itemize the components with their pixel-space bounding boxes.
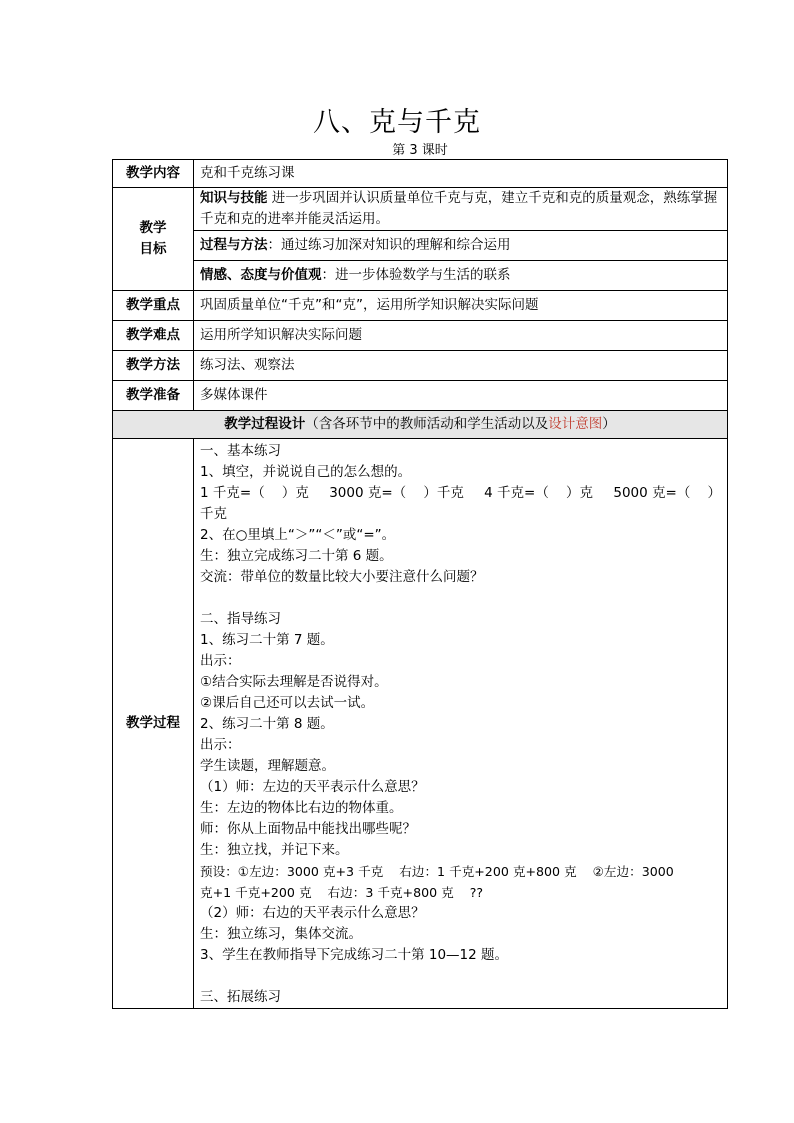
process-line: 2、在○里填上“＞”“＜”或“=”。 bbox=[200, 527, 396, 543]
goal-process-label: 过程与方法 bbox=[200, 237, 268, 253]
design-header-normal: （含各环节中的教师活动和学生活动以及 bbox=[305, 416, 549, 432]
question-2: 3000 克=（ ）千克 bbox=[329, 485, 464, 501]
goal-knowledge-label: 知识与技能 bbox=[200, 190, 268, 206]
goal-knowledge bbox=[194, 188, 728, 231]
fill-in-questions bbox=[200, 483, 721, 504]
process-line: 3、学生在教师指导下完成练习二十第 10—12 题。 bbox=[200, 947, 509, 963]
label-method: 教学方法 bbox=[113, 351, 194, 381]
process-line: 克+1 千克+200 克 右边：3 千克+800 克 ?? bbox=[200, 885, 484, 900]
label-key: 教学重点 bbox=[113, 291, 194, 321]
process-line: 生：左边的物体比右边的物体重。 bbox=[200, 800, 403, 816]
goal-emotion-text: ：进一步体验数学与生活的联系 bbox=[321, 267, 511, 283]
design-header-end: ） bbox=[602, 416, 616, 432]
label-goals-line1: 教学 bbox=[139, 220, 167, 236]
process-line: ①结合实际去理解是否说得对。 bbox=[200, 674, 388, 690]
process-line: 出示： bbox=[200, 737, 241, 753]
process-line: 生：独立练习，集体交流。 bbox=[200, 926, 362, 942]
process-line: 学生读题，理解题意。 bbox=[200, 758, 335, 774]
process-line: 1、练习二十第 7 题。 bbox=[200, 632, 334, 648]
blank-line bbox=[200, 588, 721, 609]
document-title: 八、克与千克 bbox=[313, 107, 481, 138]
label-process: 教学过程 bbox=[113, 439, 194, 1009]
question-4: 5000 克=（ ） bbox=[613, 485, 721, 501]
process-line: 师：你从上面物品中能找出哪些呢？ bbox=[200, 821, 416, 837]
process-line: 1、填空，并说说自己的怎么想的。 bbox=[200, 464, 412, 480]
label-prep: 教学准备 bbox=[113, 381, 194, 411]
label-goals-line2: 目标 bbox=[139, 241, 167, 257]
lesson-plan-table bbox=[112, 159, 728, 1009]
design-header-red: 设计意图 bbox=[548, 416, 603, 432]
question-1: 1 千克=（ ）克 bbox=[200, 485, 309, 501]
process-content bbox=[194, 439, 728, 1009]
row-prep bbox=[113, 381, 728, 411]
row-process bbox=[113, 439, 728, 1009]
process-line: 二、指导练习 bbox=[200, 611, 281, 627]
row-method bbox=[113, 351, 728, 381]
row-goal-process bbox=[113, 231, 728, 261]
value-difficulty: 运用所学知识解决实际问题 bbox=[194, 321, 728, 351]
process-line: 交流：带单位的数量比较大小要注意什么问题？ bbox=[200, 569, 484, 585]
row-design-header bbox=[113, 411, 728, 439]
row-difficulty bbox=[113, 321, 728, 351]
process-line: （2）师：右边的天平表示什么意思？ bbox=[200, 905, 425, 921]
label-difficulty: 教学难点 bbox=[113, 321, 194, 351]
goal-emotion-label: 情感、态度与价值观 bbox=[200, 267, 322, 283]
label-goals bbox=[113, 188, 194, 291]
process-line: 2、练习二十第 8 题。 bbox=[200, 716, 334, 732]
label-content: 教学内容 bbox=[113, 160, 194, 188]
design-header bbox=[113, 411, 728, 439]
goal-process bbox=[194, 231, 728, 261]
row-key bbox=[113, 291, 728, 321]
process-line: 生：独立找，并记下来。 bbox=[200, 842, 349, 858]
value-key: 巩固质量单位“千克”和“克”，运用所学知识解决实际问题 bbox=[194, 291, 728, 321]
value-method: 练习法、观察法 bbox=[194, 351, 728, 381]
design-header-bold: 教学过程设计 bbox=[224, 416, 306, 432]
process-line: ②课后自己还可以去试一试。 bbox=[200, 695, 375, 711]
process-line: 生：独立完成练习二十第 6 题。 bbox=[200, 548, 393, 564]
process-line: 出示： bbox=[200, 653, 241, 669]
lesson-number: 第 3 课时 bbox=[392, 143, 448, 158]
process-line: 预设：①左边：3000 克+3 千克 右边：1 千克+200 克+800 克 ②左边：3000 bbox=[200, 864, 674, 879]
goal-emotion bbox=[194, 261, 728, 291]
row-content bbox=[113, 160, 728, 188]
value-prep: 多媒体课件 bbox=[194, 381, 728, 411]
process-line: 三、拓展练习 bbox=[200, 989, 281, 1005]
value-content: 克和千克练习课 bbox=[194, 160, 728, 188]
process-line: 千克 bbox=[200, 506, 227, 522]
row-goal-knowledge bbox=[113, 188, 728, 231]
process-line: （1）师：左边的天平表示什么意思？ bbox=[200, 779, 425, 795]
row-goal-emotion bbox=[113, 261, 728, 291]
question-3: 4 千克=（ ）克 bbox=[484, 485, 594, 501]
goal-knowledge-text: 进一步巩固并认识质量单位千克与克，建立千克和克的质量观念，熟练掌握千克和克的进率并能灵活运用。 bbox=[200, 190, 718, 227]
goal-process-text: ：通过练习加深对知识的理解和综合运用 bbox=[267, 237, 511, 253]
blank-line bbox=[200, 966, 721, 987]
process-line: 一、基本练习 bbox=[200, 443, 281, 459]
